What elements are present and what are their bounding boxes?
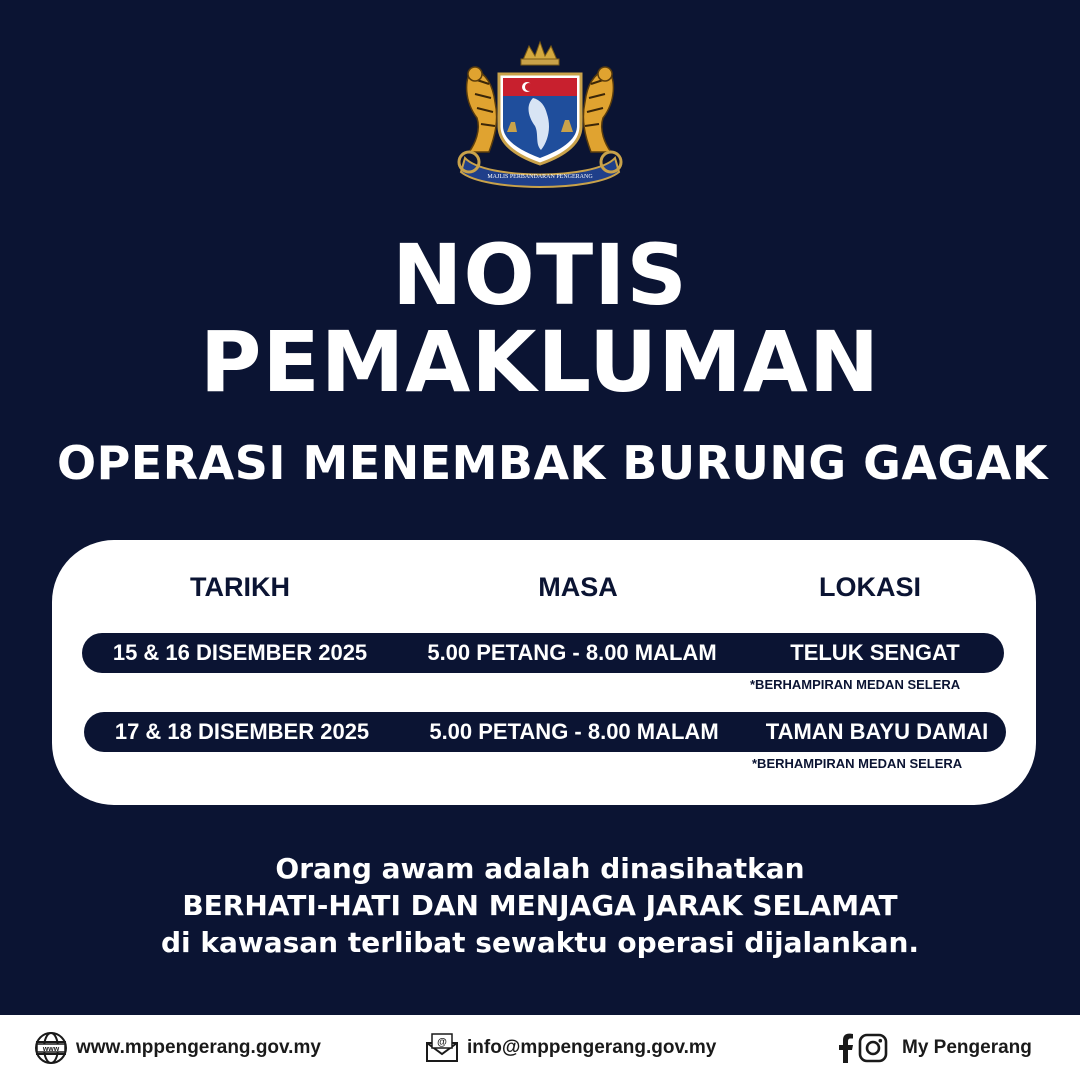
row-time: 5.00 PETANG - 8.00 MALAM <box>429 719 719 744</box>
email-link[interactable] <box>425 1015 716 1080</box>
advice-line-3: di kawasan terlibat sewaktu operasi dijalankan. <box>160 926 920 959</box>
website-text: www.mppengerang.gov.my <box>76 1036 321 1058</box>
instagram-icon <box>858 1033 888 1063</box>
crest-motto: MAJLIS PERBANDARAN PENGERANG <box>487 174 593 180</box>
row-location: TAMAN BAYU DAMAI <box>765 719 989 744</box>
globe-www-icon <box>34 1031 68 1065</box>
social-text: My Pengerang <box>902 1036 1032 1058</box>
subtitle: OPERASI MENEMBAK BURUNG GAGAK <box>56 436 1049 490</box>
row-time: 5.00 PETANG - 8.00 MALAM <box>427 640 717 665</box>
contact-footer <box>0 1015 1080 1080</box>
facebook-icon <box>838 1033 854 1063</box>
column-header-location: LOKASI <box>818 572 921 602</box>
website-link[interactable] <box>34 1015 321 1080</box>
row-location-note: *BERHAMPIRAN MEDAN SELERA <box>752 756 963 771</box>
title-line-1: NOTIS <box>392 226 688 324</box>
row-date: 15 & 16 DISEMBER 2025 <box>112 640 368 665</box>
svg-text:www: www <box>42 1045 60 1053</box>
svg-text:@: @ <box>437 1036 447 1048</box>
title-line-2: PEMAKLUMAN <box>199 313 881 411</box>
column-header-date: TARIKH <box>190 572 290 602</box>
advice-line-1: Orang awam adalah dinasihatkan <box>275 852 805 885</box>
email-text: info@mppengerang.gov.my <box>467 1036 717 1058</box>
schedule-row <box>84 712 1006 752</box>
social-link[interactable] <box>838 1015 1032 1080</box>
row-date: 17 & 18 DISEMBER 2025 <box>114 719 370 744</box>
row-location-note: *BERHAMPIRAN MEDAN SELERA <box>750 677 961 692</box>
column-header-time: MASA <box>538 572 618 602</box>
advice-line-2: BERHATI-HATI DAN MENJAGA JARAK SELAMAT <box>182 889 898 922</box>
row-location: TELUK SENGAT <box>790 640 960 665</box>
envelope-at-icon <box>425 1033 459 1063</box>
schedule-row <box>82 633 1004 673</box>
municipal-crest-logo <box>455 40 625 190</box>
